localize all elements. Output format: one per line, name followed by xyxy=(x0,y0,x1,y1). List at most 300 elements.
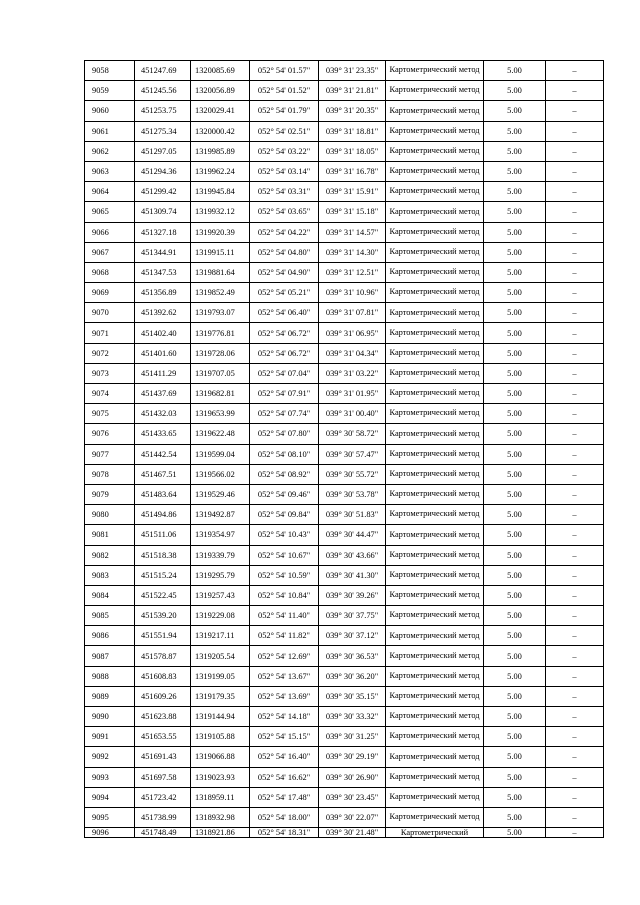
accuracy-cell: 5.00 xyxy=(484,505,546,525)
x-coordinate-cell: 451411.29 xyxy=(135,363,191,383)
point-number-cell: 9058 xyxy=(85,61,135,81)
x-coordinate-cell: 451297.05 xyxy=(135,141,191,161)
y-coordinate-cell: 1319920.39 xyxy=(191,222,250,242)
table-row xyxy=(85,626,604,646)
method-cell: Картометрический метод xyxy=(386,101,484,121)
latitude-cell: 052° 54' 08.92" xyxy=(250,464,319,484)
x-coordinate-cell: 451402.40 xyxy=(135,323,191,343)
note-cell: – xyxy=(546,303,604,323)
method-cell: Картометрический метод xyxy=(386,585,484,605)
latitude-cell: 052° 54' 01.79" xyxy=(250,101,319,121)
accuracy-cell: 5.00 xyxy=(484,727,546,747)
table-row xyxy=(85,343,604,363)
method-cell: Картометрический метод xyxy=(386,606,484,626)
longitude-cell: 039° 31' 03.22" xyxy=(319,363,386,383)
note-cell: – xyxy=(546,161,604,181)
longitude-cell: 039° 30' 53.78" xyxy=(319,484,386,504)
point-number-cell: 9069 xyxy=(85,283,135,303)
longitude-cell: 039° 30' 37.12" xyxy=(319,626,386,646)
latitude-cell: 052° 54' 11.82" xyxy=(250,626,319,646)
longitude-cell: 039° 30' 21.48" xyxy=(319,828,386,838)
latitude-cell: 052° 54' 07.91" xyxy=(250,384,319,404)
y-coordinate-cell: 1318932.98 xyxy=(191,807,250,827)
method-cell: Картометрический метод xyxy=(386,666,484,686)
latitude-cell: 052° 54' 07.04" xyxy=(250,363,319,383)
table-row xyxy=(85,121,604,141)
table-row xyxy=(85,283,604,303)
table-row xyxy=(85,141,604,161)
method-cell: Картометрический xyxy=(386,828,484,838)
latitude-cell: 052° 54' 03.14" xyxy=(250,161,319,181)
y-coordinate-cell: 1319962.24 xyxy=(191,161,250,181)
x-coordinate-cell: 451578.87 xyxy=(135,646,191,666)
method-cell: Картометрический метод xyxy=(386,363,484,383)
method-cell: Картометрический метод xyxy=(386,384,484,404)
point-number-cell: 9078 xyxy=(85,464,135,484)
latitude-cell: 052° 54' 13.67" xyxy=(250,666,319,686)
longitude-cell: 039° 31' 04.34" xyxy=(319,343,386,363)
note-cell: – xyxy=(546,464,604,484)
method-cell: Картометрический метод xyxy=(386,787,484,807)
accuracy-cell: 5.00 xyxy=(484,444,546,464)
accuracy-cell: 5.00 xyxy=(484,585,546,605)
method-cell: Картометрический метод xyxy=(386,525,484,545)
accuracy-cell: 5.00 xyxy=(484,626,546,646)
accuracy-cell: 5.00 xyxy=(484,141,546,161)
x-coordinate-cell: 451327.18 xyxy=(135,222,191,242)
point-number-cell: 9083 xyxy=(85,565,135,585)
method-cell: Картометрический метод xyxy=(386,343,484,363)
y-coordinate-cell: 1319205.54 xyxy=(191,646,250,666)
x-coordinate-cell: 451691.43 xyxy=(135,747,191,767)
accuracy-cell: 5.00 xyxy=(484,606,546,626)
longitude-cell: 039° 30' 26.90" xyxy=(319,767,386,787)
x-coordinate-cell: 451494.86 xyxy=(135,505,191,525)
point-number-cell: 9096 xyxy=(85,828,135,838)
longitude-cell: 039° 30' 43.66" xyxy=(319,545,386,565)
point-number-cell: 9074 xyxy=(85,384,135,404)
y-coordinate-cell: 1319105.88 xyxy=(191,727,250,747)
table-row xyxy=(85,686,604,706)
point-number-cell: 9079 xyxy=(85,484,135,504)
y-coordinate-cell: 1319707.05 xyxy=(191,363,250,383)
method-cell: Картометрический метод xyxy=(386,545,484,565)
method-cell: Картометрический метод xyxy=(386,686,484,706)
latitude-cell: 052° 54' 02.51" xyxy=(250,121,319,141)
point-number-cell: 9067 xyxy=(85,242,135,262)
longitude-cell: 039° 30' 33.32" xyxy=(319,707,386,727)
accuracy-cell: 5.00 xyxy=(484,81,546,101)
y-coordinate-cell: 1319566.02 xyxy=(191,464,250,484)
method-cell: Картометрический метод xyxy=(386,404,484,424)
accuracy-cell: 5.00 xyxy=(484,484,546,504)
point-number-cell: 9093 xyxy=(85,767,135,787)
accuracy-cell: 5.00 xyxy=(484,525,546,545)
note-cell: – xyxy=(546,424,604,444)
longitude-cell: 039° 30' 23.45" xyxy=(319,787,386,807)
accuracy-cell: 5.00 xyxy=(484,384,546,404)
table-row xyxy=(85,404,604,424)
longitude-cell: 039° 30' 36.20" xyxy=(319,666,386,686)
accuracy-cell: 5.00 xyxy=(484,121,546,141)
note-cell: – xyxy=(546,363,604,383)
note-cell: – xyxy=(546,807,604,827)
latitude-cell: 052° 54' 10.59" xyxy=(250,565,319,585)
x-coordinate-cell: 451623.88 xyxy=(135,707,191,727)
accuracy-cell: 5.00 xyxy=(484,222,546,242)
x-coordinate-cell: 451723.42 xyxy=(135,787,191,807)
longitude-cell: 039° 30' 22.07" xyxy=(319,807,386,827)
method-cell: Картометрический метод xyxy=(386,484,484,504)
method-cell: Картометрический метод xyxy=(386,222,484,242)
method-cell: Картометрический метод xyxy=(386,565,484,585)
y-coordinate-cell: 1319682.81 xyxy=(191,384,250,404)
longitude-cell: 039° 30' 36.53" xyxy=(319,646,386,666)
y-coordinate-cell: 1319932.12 xyxy=(191,202,250,222)
accuracy-cell: 5.00 xyxy=(484,61,546,81)
longitude-cell: 039° 31' 18.05" xyxy=(319,141,386,161)
x-coordinate-cell: 451748.49 xyxy=(135,828,191,838)
y-coordinate-cell: 1319793.07 xyxy=(191,303,250,323)
latitude-cell: 052° 54' 12.69" xyxy=(250,646,319,666)
method-cell: Картометрический метод xyxy=(386,767,484,787)
note-cell: – xyxy=(546,666,604,686)
accuracy-cell: 5.00 xyxy=(484,747,546,767)
latitude-cell: 052° 54' 08.10" xyxy=(250,444,319,464)
method-cell: Картометрический метод xyxy=(386,121,484,141)
method-cell: Картометрический метод xyxy=(386,323,484,343)
y-coordinate-cell: 1319728.06 xyxy=(191,343,250,363)
y-coordinate-cell: 1320029.41 xyxy=(191,101,250,121)
y-coordinate-cell: 1319653.99 xyxy=(191,404,250,424)
latitude-cell: 052° 54' 07.74" xyxy=(250,404,319,424)
note-cell: – xyxy=(546,707,604,727)
method-cell: Картометрический метод xyxy=(386,242,484,262)
x-coordinate-cell: 451294.36 xyxy=(135,161,191,181)
x-coordinate-cell: 451609.26 xyxy=(135,686,191,706)
accuracy-cell: 5.00 xyxy=(484,303,546,323)
longitude-cell: 039° 31' 06.95" xyxy=(319,323,386,343)
method-cell: Картометрический метод xyxy=(386,626,484,646)
longitude-cell: 039° 31' 14.30" xyxy=(319,242,386,262)
x-coordinate-cell: 451442.54 xyxy=(135,444,191,464)
point-number-cell: 9076 xyxy=(85,424,135,444)
point-number-cell: 9070 xyxy=(85,303,135,323)
table-row xyxy=(85,646,604,666)
y-coordinate-cell: 1319945.84 xyxy=(191,182,250,202)
x-coordinate-cell: 451433.65 xyxy=(135,424,191,444)
table-row xyxy=(85,767,604,787)
table-row xyxy=(85,807,604,827)
longitude-cell: 039° 31' 15.18" xyxy=(319,202,386,222)
accuracy-cell: 5.00 xyxy=(484,807,546,827)
x-coordinate-cell: 451253.75 xyxy=(135,101,191,121)
x-coordinate-cell: 451653.55 xyxy=(135,727,191,747)
method-cell: Картометрический метод xyxy=(386,747,484,767)
note-cell: – xyxy=(546,525,604,545)
point-number-cell: 9092 xyxy=(85,747,135,767)
longitude-cell: 039° 30' 55.72" xyxy=(319,464,386,484)
x-coordinate-cell: 451515.24 xyxy=(135,565,191,585)
y-coordinate-cell: 1319776.81 xyxy=(191,323,250,343)
table-row xyxy=(85,363,604,383)
y-coordinate-cell: 1319257.43 xyxy=(191,585,250,605)
x-coordinate-cell: 451309.74 xyxy=(135,202,191,222)
y-coordinate-cell: 1319529.46 xyxy=(191,484,250,504)
note-cell: – xyxy=(546,262,604,282)
x-coordinate-cell: 451467.51 xyxy=(135,464,191,484)
longitude-cell: 039° 30' 39.26" xyxy=(319,585,386,605)
table-row xyxy=(85,464,604,484)
note-cell: – xyxy=(546,505,604,525)
table-row xyxy=(85,61,604,81)
longitude-cell: 039° 31' 12.51" xyxy=(319,262,386,282)
longitude-cell: 039° 31' 23.35" xyxy=(319,61,386,81)
x-coordinate-cell: 451356.89 xyxy=(135,283,191,303)
point-number-cell: 9059 xyxy=(85,81,135,101)
method-cell: Картометрический метод xyxy=(386,161,484,181)
latitude-cell: 052° 54' 05.21" xyxy=(250,283,319,303)
longitude-cell: 039° 31' 18.81" xyxy=(319,121,386,141)
accuracy-cell: 5.00 xyxy=(484,343,546,363)
accuracy-cell: 5.00 xyxy=(484,545,546,565)
table-row xyxy=(85,585,604,605)
note-cell: – xyxy=(546,565,604,585)
method-cell: Картометрический метод xyxy=(386,303,484,323)
y-coordinate-cell: 1319144.94 xyxy=(191,707,250,727)
latitude-cell: 052° 54' 06.72" xyxy=(250,323,319,343)
latitude-cell: 052° 54' 04.90" xyxy=(250,262,319,282)
longitude-cell: 039° 30' 44.47" xyxy=(319,525,386,545)
y-coordinate-cell: 1319023.93 xyxy=(191,767,250,787)
point-number-cell: 9080 xyxy=(85,505,135,525)
accuracy-cell: 5.00 xyxy=(484,424,546,444)
accuracy-cell: 5.00 xyxy=(484,283,546,303)
note-cell: – xyxy=(546,343,604,363)
method-cell: Картометрический метод xyxy=(386,646,484,666)
accuracy-cell: 5.00 xyxy=(484,666,546,686)
y-coordinate-cell: 1319179.35 xyxy=(191,686,250,706)
table-row xyxy=(85,81,604,101)
note-cell: – xyxy=(546,283,604,303)
latitude-cell: 052° 54' 16.62" xyxy=(250,767,319,787)
point-number-cell: 9081 xyxy=(85,525,135,545)
x-coordinate-cell: 451518.38 xyxy=(135,545,191,565)
point-number-cell: 9091 xyxy=(85,727,135,747)
point-number-cell: 9088 xyxy=(85,666,135,686)
y-coordinate-cell: 1319229.08 xyxy=(191,606,250,626)
longitude-cell: 039° 30' 58.72" xyxy=(319,424,386,444)
note-cell: – xyxy=(546,81,604,101)
x-coordinate-cell: 451511.06 xyxy=(135,525,191,545)
table-row xyxy=(85,525,604,545)
y-coordinate-cell: 1319852.49 xyxy=(191,283,250,303)
longitude-cell: 039° 31' 00.40" xyxy=(319,404,386,424)
longitude-cell: 039° 30' 57.47" xyxy=(319,444,386,464)
note-cell: – xyxy=(546,646,604,666)
longitude-cell: 039° 31' 16.78" xyxy=(319,161,386,181)
y-coordinate-cell: 1319881.64 xyxy=(191,262,250,282)
point-number-cell: 9090 xyxy=(85,707,135,727)
latitude-cell: 052° 54' 10.84" xyxy=(250,585,319,605)
note-cell: – xyxy=(546,404,604,424)
x-coordinate-cell: 451483.64 xyxy=(135,484,191,504)
table-row xyxy=(85,222,604,242)
note-cell: – xyxy=(546,182,604,202)
longitude-cell: 039° 31' 14.57" xyxy=(319,222,386,242)
latitude-cell: 052° 54' 10.67" xyxy=(250,545,319,565)
point-number-cell: 9060 xyxy=(85,101,135,121)
y-coordinate-cell: 1319985.89 xyxy=(191,141,250,161)
point-number-cell: 9072 xyxy=(85,343,135,363)
latitude-cell: 052° 54' 07.80" xyxy=(250,424,319,444)
note-cell: – xyxy=(546,787,604,807)
latitude-cell: 052° 54' 03.22" xyxy=(250,141,319,161)
y-coordinate-cell: 1320056.89 xyxy=(191,81,250,101)
accuracy-cell: 5.00 xyxy=(484,101,546,121)
latitude-cell: 052° 54' 03.65" xyxy=(250,202,319,222)
method-cell: Картометрический метод xyxy=(386,727,484,747)
point-number-cell: 9071 xyxy=(85,323,135,343)
note-cell: – xyxy=(546,626,604,646)
accuracy-cell: 5.00 xyxy=(484,646,546,666)
note-cell: – xyxy=(546,606,604,626)
accuracy-cell: 5.00 xyxy=(484,161,546,181)
accuracy-cell: 5.00 xyxy=(484,565,546,585)
accuracy-cell: 5.00 xyxy=(484,202,546,222)
table-row xyxy=(85,242,604,262)
latitude-cell: 052° 54' 18.00" xyxy=(250,807,319,827)
point-number-cell: 9082 xyxy=(85,545,135,565)
y-coordinate-cell: 1319199.05 xyxy=(191,666,250,686)
table-row xyxy=(85,505,604,525)
longitude-cell: 039° 30' 51.83" xyxy=(319,505,386,525)
table-row xyxy=(85,323,604,343)
y-coordinate-cell: 1319295.79 xyxy=(191,565,250,585)
longitude-cell: 039° 31' 15.91" xyxy=(319,182,386,202)
point-number-cell: 9061 xyxy=(85,121,135,141)
method-cell: Картометрический метод xyxy=(386,182,484,202)
table-row xyxy=(85,666,604,686)
x-coordinate-cell: 451697.58 xyxy=(135,767,191,787)
x-coordinate-cell: 451738.99 xyxy=(135,807,191,827)
method-cell: Картометрический метод xyxy=(386,283,484,303)
y-coordinate-cell: 1320000.42 xyxy=(191,121,250,141)
note-cell: – xyxy=(546,323,604,343)
latitude-cell: 052° 54' 11.40" xyxy=(250,606,319,626)
method-cell: Картометрический метод xyxy=(386,807,484,827)
latitude-cell: 052° 54' 13.69" xyxy=(250,686,319,706)
y-coordinate-cell: 1319354.97 xyxy=(191,525,250,545)
method-cell: Картометрический метод xyxy=(386,424,484,444)
latitude-cell: 052° 54' 06.72" xyxy=(250,343,319,363)
y-coordinate-cell: 1319622.48 xyxy=(191,424,250,444)
note-cell: – xyxy=(546,686,604,706)
note-cell: – xyxy=(546,222,604,242)
y-coordinate-cell: 1319066.88 xyxy=(191,747,250,767)
point-number-cell: 9077 xyxy=(85,444,135,464)
latitude-cell: 052° 54' 18.31" xyxy=(250,828,319,838)
point-number-cell: 9066 xyxy=(85,222,135,242)
table-row xyxy=(85,565,604,585)
longitude-cell: 039° 31' 21.81" xyxy=(319,81,386,101)
note-cell: – xyxy=(546,242,604,262)
x-coordinate-cell: 451247.69 xyxy=(135,61,191,81)
point-number-cell: 9075 xyxy=(85,404,135,424)
method-cell: Картометрический метод xyxy=(386,61,484,81)
coordinates-table xyxy=(84,60,604,838)
accuracy-cell: 5.00 xyxy=(484,363,546,383)
point-number-cell: 9086 xyxy=(85,626,135,646)
table-row xyxy=(85,484,604,504)
table-body xyxy=(85,61,604,838)
point-number-cell: 9063 xyxy=(85,161,135,181)
x-coordinate-cell: 451344.91 xyxy=(135,242,191,262)
note-cell: – xyxy=(546,767,604,787)
latitude-cell: 052° 54' 17.48" xyxy=(250,787,319,807)
table-row xyxy=(85,727,604,747)
accuracy-cell: 5.00 xyxy=(484,182,546,202)
y-coordinate-cell: 1318921.86 xyxy=(191,828,250,838)
latitude-cell: 052° 54' 14.18" xyxy=(250,707,319,727)
method-cell: Картометрический метод xyxy=(386,81,484,101)
method-cell: Картометрический метод xyxy=(386,141,484,161)
longitude-cell: 039° 30' 31.25" xyxy=(319,727,386,747)
accuracy-cell: 5.00 xyxy=(484,262,546,282)
y-coordinate-cell: 1320085.69 xyxy=(191,61,250,81)
latitude-cell: 052° 54' 09.46" xyxy=(250,484,319,504)
accuracy-cell: 5.00 xyxy=(484,404,546,424)
point-number-cell: 9095 xyxy=(85,807,135,827)
x-coordinate-cell: 451522.45 xyxy=(135,585,191,605)
longitude-cell: 039° 31' 01.95" xyxy=(319,384,386,404)
table-row xyxy=(85,606,604,626)
method-cell: Картометрический метод xyxy=(386,707,484,727)
x-coordinate-cell: 451299.42 xyxy=(135,182,191,202)
longitude-cell: 039° 30' 29.19" xyxy=(319,747,386,767)
longitude-cell: 039° 31' 20.35" xyxy=(319,101,386,121)
x-coordinate-cell: 451551.94 xyxy=(135,626,191,646)
x-coordinate-cell: 451392.62 xyxy=(135,303,191,323)
point-number-cell: 9094 xyxy=(85,787,135,807)
x-coordinate-cell: 451275.34 xyxy=(135,121,191,141)
latitude-cell: 052° 54' 09.84" xyxy=(250,505,319,525)
table-row xyxy=(85,707,604,727)
table-row xyxy=(85,828,604,838)
note-cell: – xyxy=(546,141,604,161)
accuracy-cell: 5.00 xyxy=(484,464,546,484)
point-number-cell: 9073 xyxy=(85,363,135,383)
x-coordinate-cell: 451245.56 xyxy=(135,81,191,101)
note-cell: – xyxy=(546,384,604,404)
latitude-cell: 052° 54' 16.40" xyxy=(250,747,319,767)
y-coordinate-cell: 1319217.11 xyxy=(191,626,250,646)
latitude-cell: 052° 54' 06.40" xyxy=(250,303,319,323)
table-row xyxy=(85,101,604,121)
point-number-cell: 9068 xyxy=(85,262,135,282)
longitude-cell: 039° 30' 35.15" xyxy=(319,686,386,706)
accuracy-cell: 5.00 xyxy=(484,707,546,727)
point-number-cell: 9085 xyxy=(85,606,135,626)
accuracy-cell: 5.00 xyxy=(484,787,546,807)
note-cell: – xyxy=(546,61,604,81)
point-number-cell: 9062 xyxy=(85,141,135,161)
y-coordinate-cell: 1319492.87 xyxy=(191,505,250,525)
table-row xyxy=(85,262,604,282)
y-coordinate-cell: 1319915.11 xyxy=(191,242,250,262)
point-number-cell: 9065 xyxy=(85,202,135,222)
table-row xyxy=(85,444,604,464)
